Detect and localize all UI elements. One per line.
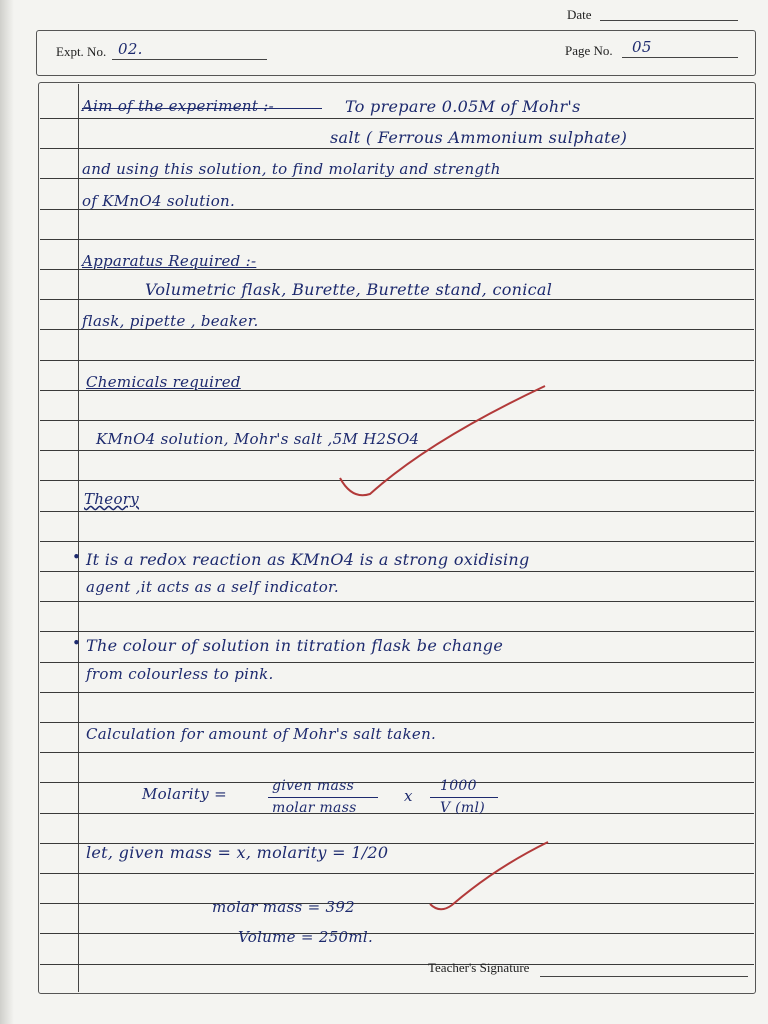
apparatus-line-2: flask, pipette , beaker. <box>82 312 259 330</box>
let-line: let, given mass = x, molarity = 1/20 <box>86 843 389 862</box>
page-no-label: Page No. <box>565 43 613 58</box>
apparatus-heading: Apparatus Required :- <box>82 252 257 270</box>
volume-line: Volume = 250ml. <box>238 928 374 946</box>
theory-bullet-2-line-1: The colour of solution in titration flask be change <box>86 636 504 655</box>
check-mark-icon <box>430 842 548 909</box>
expt-no-value: 02. <box>118 40 143 58</box>
theory-bullet-2-line-2: from colourless to pink. <box>86 665 274 683</box>
formula-numerator: given mass <box>272 778 355 794</box>
theory-bullet-1-line-2: agent ,it acts as a self indicator. <box>86 578 339 596</box>
bullet-icon: • <box>72 634 82 652</box>
molar-mass-line: molar mass = 392 <box>212 898 356 916</box>
check-mark-icon <box>340 386 545 495</box>
chemicals-heading: Chemicals required <box>86 373 241 391</box>
expt-no-label: Expt. No. <box>56 44 107 59</box>
theory-heading: Theory <box>84 490 140 508</box>
formula-numerator-2: 1000 <box>440 778 477 794</box>
date-label: Date <box>567 7 592 22</box>
chemicals-line-1: KMnO4 solution, Mohr's salt ,5M H2SO4 <box>96 430 420 448</box>
aim-heading: Aim of the experiment :- <box>82 97 274 115</box>
formula-denominator-2: V (ml) <box>440 800 486 816</box>
theory-bullet-1-line-1: It is a redox reaction as KMnO4 is a strong oxidising <box>86 550 530 569</box>
formula-lhs: Molarity = <box>142 785 227 803</box>
apparatus-line-1: Volumetric flask, Burette, Burette stand, conical <box>145 280 553 299</box>
signature-line <box>540 976 748 977</box>
teachers-signature-label: Teacher's Signature <box>428 960 530 975</box>
calculation-heading: Calculation for amount of Mohr's salt taken. <box>86 725 437 743</box>
aim-line-4: of KMnO4 solution. <box>82 192 236 210</box>
aim-line-2: salt ( Ferrous Ammonium sulphate) <box>330 128 628 147</box>
aim-line-3: and using this solution, to find molarity and strength <box>82 160 501 178</box>
page-no-value: 05 <box>632 38 652 56</box>
aim-line-1: To prepare 0.05M of Mohr's <box>345 97 581 116</box>
bullet-icon: • <box>72 548 82 566</box>
formula-denominator: molar mass <box>272 800 357 816</box>
formula-times: x <box>404 787 413 805</box>
